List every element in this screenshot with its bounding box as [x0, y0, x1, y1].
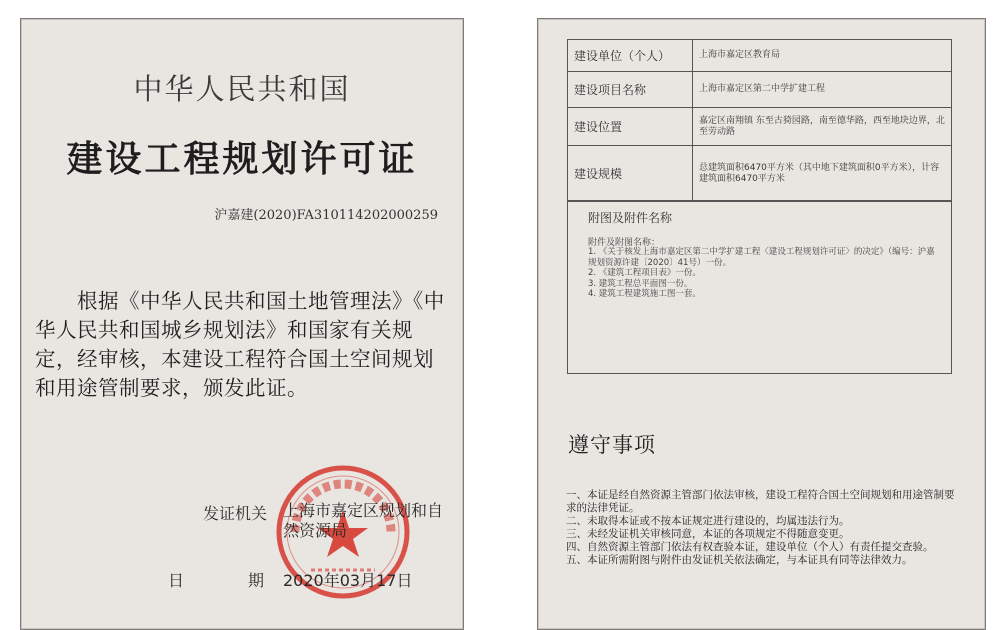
list-item: 四、自然资源主管部门依法有权查验本证，建设单位（个人）有责任提交查验。: [566, 541, 934, 553]
list-item: 三、未经发证机关审核同意，本证的各项规定不得随意变更。: [566, 528, 850, 540]
attachments-box: [567, 200, 952, 374]
row-label-location: 建设位置: [568, 108, 693, 146]
row-label-scale: 建设规模: [568, 146, 693, 202]
attachments-subheading: 附件及附图名称：: [588, 238, 661, 248]
issue-date: 2020年03月17日: [283, 571, 413, 590]
row-label-project-name: 建设项目名称: [568, 72, 693, 108]
table-row: [568, 146, 952, 202]
row-value-location: 嘉定区南翔镇 东至古猗园路，南至德华路，西至地块边界，北至劳动路: [693, 108, 952, 146]
list-item: 4. 建筑工程建筑施工图一套。: [588, 289, 701, 299]
list-item: 二、未取得本证或不按本证规定进行建设的，均属违法行为。: [566, 515, 850, 527]
row-value-scale: 总建筑面积6470平方米（其中地下建筑面积0平方米），计容建筑面积6470平方米: [693, 146, 952, 202]
permit-front-page: [20, 18, 464, 630]
row-value-applicant: 上海市嘉定区教育局: [693, 40, 952, 72]
list-item: 3. 建筑工程总平面图一份。: [588, 278, 693, 289]
attachments-list: [588, 247, 943, 300]
country-heading: 中华人民共和国: [133, 72, 351, 106]
date-label-day: 日: [168, 571, 185, 590]
date-label-period: 期: [248, 571, 265, 590]
list-item: 2. 《建筑工程项目表》一份。: [588, 268, 701, 278]
list-item: 1. 《关于核发上海市嘉定区第二中学扩建工程〈建设工程规划许可证〉的决定》（编号：沪嘉规划资源许建〔2020〕41号）一份。: [588, 247, 935, 268]
list-item: 五、本证所需附图与附件由发证机关依法确定，与本证具有同等法律效力。: [566, 554, 913, 566]
issuer-label: 发证机关: [203, 504, 268, 523]
table-row: [568, 72, 952, 108]
rules-title: 遵守事项: [568, 433, 656, 457]
project-info-table: [567, 39, 952, 202]
permit-title: 建设工程规划许可证: [66, 139, 418, 180]
list-item: 一、本证是经自然资源主管部门依法审核，建设工程符合国土空间规划和用途管制要求的法律凭证。: [566, 489, 955, 514]
rules-list: [566, 489, 963, 567]
permit-number: 沪嘉建(2020)FA310114202000259: [214, 208, 438, 223]
row-value-project-name: 上海市嘉定区第二中学扩建工程: [693, 72, 952, 108]
attachments-title: 附图及附件名称: [588, 211, 673, 225]
table-row: [568, 108, 952, 146]
table-row: [568, 40, 952, 72]
permit-back-page: [537, 18, 986, 630]
row-label-applicant: 建设单位（个人）: [568, 40, 693, 72]
permit-body-text: 根据《中华人民共和国土地管理法》《中华人民共和国城乡规划法》和国家有关规定，经审核，本建设工程符合国土空间规划和用途管制要求，颁发此证。: [35, 289, 445, 400]
issuer-value: 上海市嘉定区规划和自然资源局: [283, 501, 444, 540]
